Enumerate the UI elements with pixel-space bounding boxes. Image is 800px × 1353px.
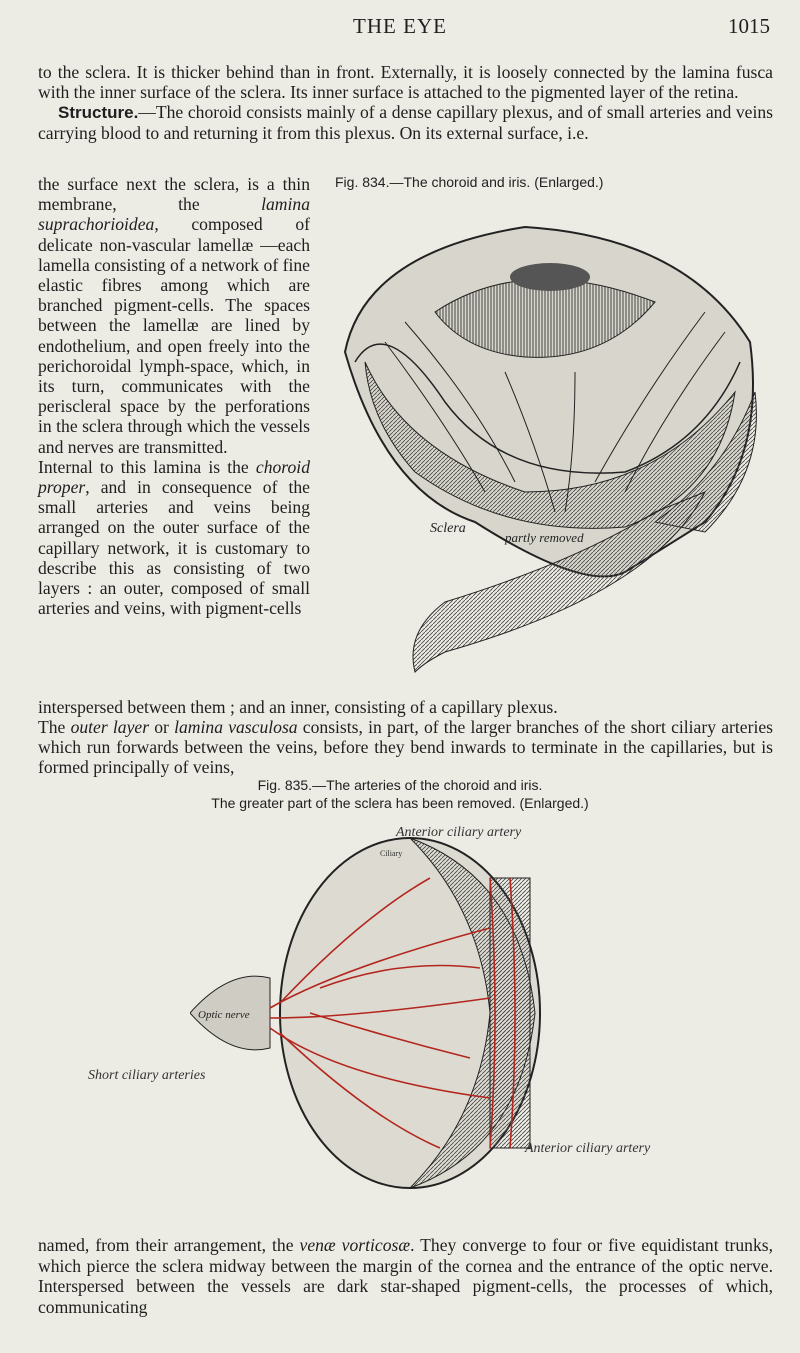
fig835-caption-2: The greater part of the sclera has been removed. (Enlarged.) [211, 795, 589, 811]
structure-paragraph [38, 102, 773, 143]
fig834-label-sclera: Sclera [430, 521, 466, 536]
p2-text-a: Internal to this lamina is the [38, 456, 256, 477]
label-anterior-ciliary-top: Anterior ciliary artery [396, 825, 522, 840]
label-short-ciliary: Short ciliary arteries [88, 1068, 206, 1083]
term-lamina-suprachorioidea: lamina suprachorioidea [38, 194, 310, 235]
p1-text-a: the surface next the sclera, is a thin membrane, the [38, 174, 310, 215]
term-choroid-proper: choroid proper [38, 456, 310, 498]
mid-b: or [149, 717, 175, 737]
middle-line-2 [38, 717, 773, 777]
structure-text: —The choroid consists mainly of a dense capillary plexus, and of small arteries and veins carrying blood to and returning it from this plexus. On its external surface, i.e. [38, 102, 773, 143]
fig834-label-partly: partly removed [505, 530, 584, 545]
mid-a: The [38, 717, 71, 737]
closing-text [38, 1235, 773, 1317]
fig835-illustration [190, 818, 560, 1213]
optic-nerve-label: Optic nerve [198, 1009, 250, 1021]
fig835-caption-1: Fig. 835.—The arteries of the choroid and iris. [257, 777, 543, 793]
middle-paragraph [38, 697, 773, 777]
term-venae-vorticosae: venæ vorticosæ [299, 1235, 411, 1255]
middle-line-1: interspersed between them ; and an inner, consisting of a capillary plexus. [38, 697, 558, 717]
p1-text-b: , composed of delicate non-vascular lamellæ —each lamella consisting of a network of fine elastic fibres among which are branched pigment-cells. The spaces between the lamellæ are lined by endothelium, and open freely into the perichoroidal lymph-space, which, in its turn, communicates with the periscleral space by the perforations in the sclera through which the vessels and nerves are transmitted. [38, 214, 310, 457]
closing-b: . They converge to four or five equidistant trunks, which pierce the sclera midway between the margin of the cornea and the entrance of the optic nerve. Interspersed between the vessels are dark star-shaped pigment-cells, the processes of which, communicating [38, 1235, 773, 1317]
closing-a: named, from their arrangement, the [38, 1235, 300, 1255]
term-lamina-vasculosa: lamina vasculosa [174, 717, 298, 737]
svg-text:Ciliary: Ciliary [380, 849, 403, 858]
closing-paragraph [38, 1235, 773, 1317]
opening-paragraph [38, 62, 773, 143]
p2-text-b: , and in consequence of the small arteries and veins being arranged on the outer surface of the capillary network, it is customary to describe this as consisting of two layers : an outer, composed of small arteries and veins, with pigment-cells [38, 477, 310, 619]
mid-c: consists, in part, of the larger branches of the short ciliary arteries which run forwards between the veins, before they bend inwards to terminate in the capillaries, but is formed principally of veins, [38, 717, 773, 777]
page-number: 1015 [728, 14, 770, 38]
iris-icon [510, 263, 590, 291]
running-title: THE EYE [353, 14, 447, 38]
fig834-caption: Fig. 834.—The choroid and iris. (Enlarged.) [335, 174, 604, 190]
opening-text: to the sclera. It is thicker behind than in front. Externally, it is loosely connected by the lamina fusca with the inner surface of the sclera. Its inner surface is attached to the pigmented layer of the retina. [38, 62, 773, 102]
term-outer-layer: outer layer [70, 717, 150, 737]
left-column [38, 174, 310, 618]
label-anterior-ciliary-bottom: Anterior ciliary artery [525, 1141, 651, 1156]
structure-heading: Structure. [58, 103, 139, 122]
fig834-illustration [325, 192, 775, 697]
column-paragraph-1 [38, 174, 310, 457]
column-paragraph-2 [38, 457, 310, 619]
